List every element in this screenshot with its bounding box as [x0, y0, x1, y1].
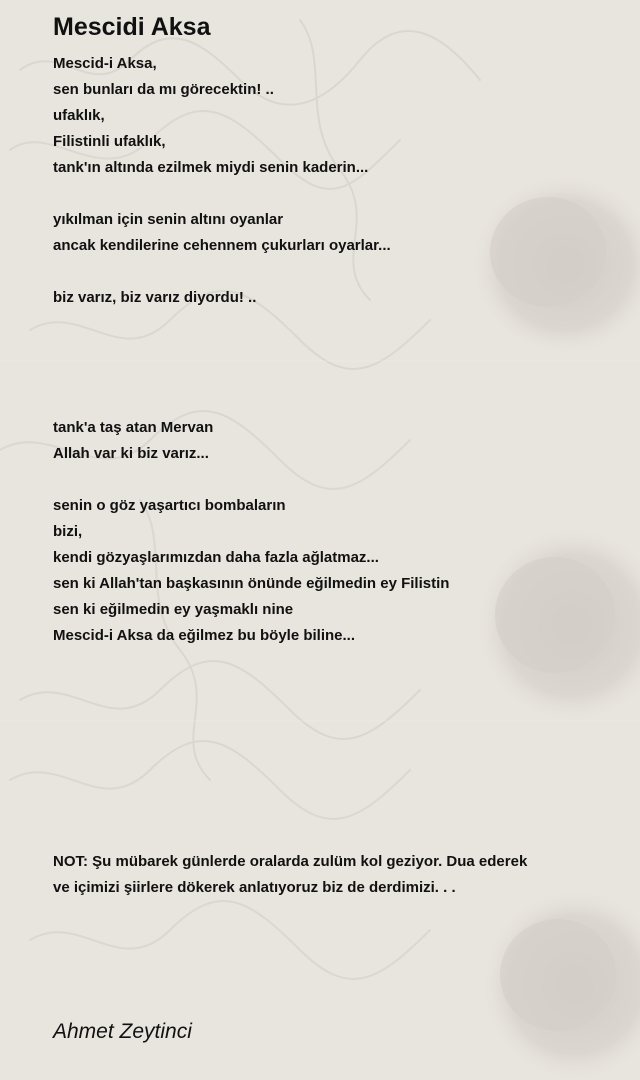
- stanza-break: [53, 259, 613, 285]
- poem-line: Mescid-i Aksa,: [53, 55, 157, 72]
- poem-line: sen ki Allah'tan başkasının önünde eğilmedin ey Filistin: [53, 575, 450, 592]
- note-line: ve içimizi şiirlere dökerek anlatıyoruz biz de derdimizi. . .: [53, 879, 456, 896]
- stanza-break: [53, 363, 613, 389]
- stanza-break: [53, 181, 613, 207]
- stanza-break: [53, 311, 613, 337]
- poem-line: biz varız, biz varız diyordu! ..: [53, 289, 257, 306]
- poem-line: sen ki eğilmedin ey yaşmaklı nine: [53, 601, 294, 618]
- poem-line: Filistinli ufaklık,: [53, 133, 166, 150]
- poem-line: tank'a taş atan Mervan: [53, 419, 214, 436]
- poem-body: [53, 51, 613, 649]
- poem-line: sen bunları da mı görecektin! ..: [53, 81, 274, 98]
- poem-line: Allah var ki biz varız...: [53, 445, 209, 462]
- poem-author[interactable]: Ahmet Zeytinci: [53, 1020, 192, 1043]
- stanza-break: [53, 467, 613, 493]
- poem-line: senin o göz yaşartıcı bombaların: [53, 497, 286, 514]
- poem-line: ufaklık,: [53, 107, 105, 124]
- stanza-break: [53, 389, 613, 415]
- poem-note: [53, 849, 613, 901]
- note-line: NOT: Şu mübarek günlerde oralarda zulüm kol geziyor. Dua ederek: [53, 853, 528, 870]
- stanza-break: [53, 337, 613, 363]
- poem-line: yıkılman için senin altını oyanlar: [53, 211, 284, 228]
- poem-line: kendi gözyaşlarımızdan daha fazla ağlatmaz...: [53, 549, 379, 566]
- poem-title: Mescidi Aksa: [53, 13, 211, 41]
- poem-line: tank'ın altında ezilmek miydi senin kaderin...: [53, 159, 369, 176]
- poem-line: Mescid-i Aksa da eğilmez bu böyle biline...: [53, 627, 356, 644]
- poem-line: bizi,: [53, 523, 83, 540]
- poem-line: ancak kendilerine cehennem çukurları oyarlar...: [53, 237, 391, 254]
